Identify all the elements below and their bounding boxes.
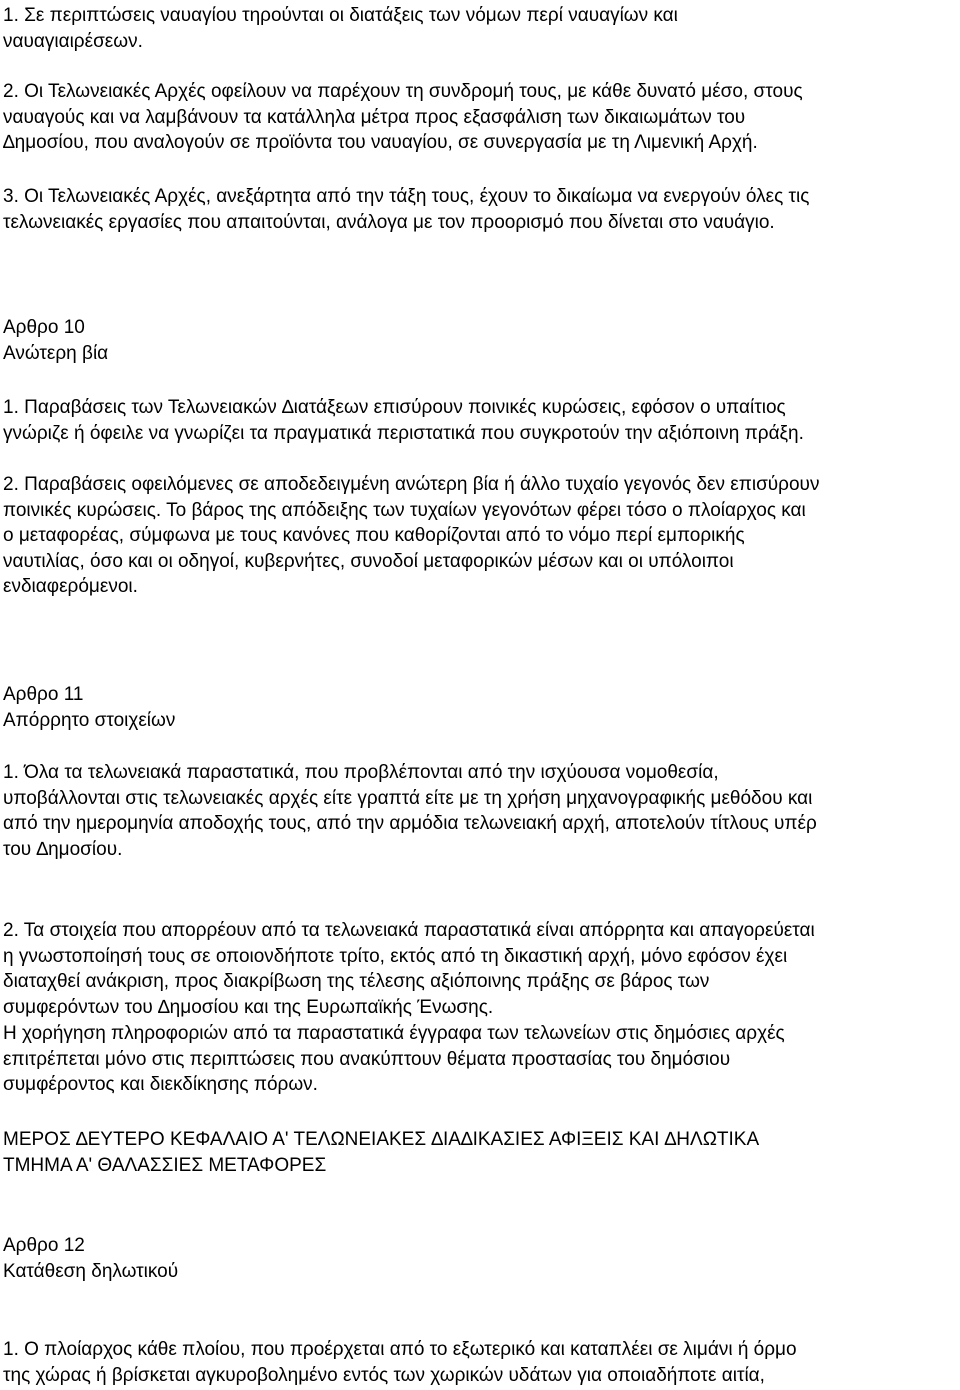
text-line: ναυαγιαιρέσεων. [3, 30, 143, 52]
text-line: 1. Όλα τα τελωνειακά παραστατικά, που προβλέπονται από την ισχύουσα νομοθεσία, [3, 762, 719, 783]
text-line: του ∆ημοσίου. [3, 838, 123, 860]
article-title: Ανώτερη βία [3, 342, 109, 364]
text-line: γνώριζε ή όφειλε να γνωρίζει τα πραγματικά περιστατικά που συγκροτούν την αξιόποινη πράξη. [3, 422, 804, 444]
text-line: ∆ημοσίου, που αναλογούν σε προϊόντα του ναυαγίου, σε συνεργασία με τη Λιμενική Αρχή. [3, 132, 758, 154]
text-line: συμφερόντων του ∆ημοσίου και της Ευρωπαϊκής Ένωσης. [3, 996, 494, 1018]
chapter-title: ΜΕΡΟΣ ∆ΕΥΤΕΡΟ ΚΕΦΑΛΑΙΟ Α' ΤΕΛΩΝΕΙΑΚΕΣ ∆ΙΑ∆ΙΚΑΣΙΕΣ ΑΦΙΞΕΙΣ ΚΑΙ ∆ΗΛΩΤΙΚΑ [3, 1129, 760, 1150]
para-confidentiality-2 [3, 918, 815, 1020]
para-manifest-1 [3, 1337, 797, 1388]
para-confidentiality-1 [3, 760, 817, 862]
para-force-majeure-1 [3, 395, 804, 446]
article-10-heading [3, 315, 108, 366]
text-line: τελωνειακές εργασίες που απαιτούνται, ανάλογα με τον προορισμό που δίνεται στο ναυάγιο. [3, 211, 775, 233]
text-line: 1. Παραβάσεις των Τελωνειακών ∆ιατάξεων επισύρουν ποινικές κυρώσεις, εφόσον ο υπαίτιος [3, 397, 786, 418]
para-shipwreck-1 [3, 3, 678, 54]
text-line: της χώρας ή βρίσκεται αγκυροβολημένο εντός των χωρικών υδάτων για οποιαδήποτε αιτία, [3, 1364, 765, 1386]
text-line: 1. Ο πλοίαρχος κάθε πλοίου, που προέρχεται από το εξωτερικό και καταπλέει σε λιμάνι ή όρμο [3, 1339, 797, 1360]
para-confidentiality-3 [3, 1021, 785, 1098]
text-line: ναυαγούς και να λαμβάνουν τα κατάλληλα μέτρα προς εξασφάλιση των δικαιωμάτων του [3, 106, 746, 128]
text-line: ποινικές κυρώσεις. Το βάρος της απόδειξης των τυχαίων γεγονότων φέρει τόσο ο πλοίαρχος και [3, 499, 806, 521]
para-shipwreck-3 [3, 184, 809, 235]
article-number: Αρθρο 12 [3, 1235, 85, 1256]
text-line: ενδιαφερόμενοι. [3, 576, 138, 598]
text-line: 2. Οι Τελωνειακές Αρχές οφείλουν να παρέχουν τη συνδρομή τους, με κάθε δυνατό μέσο, στους [3, 81, 803, 102]
text-line: 1. Σε περιπτώσεις ναυαγίου τηρούνται οι διατάξεις των νόμων περί ναυαγίων και [3, 5, 678, 26]
text-line: διαταχθεί ανάκριση, προς διακρίβωση της τέλεσης αξιόποινης πράξης σε βάρος των [3, 971, 710, 993]
article-number: Αρθρο 11 [3, 684, 84, 705]
para-shipwreck-2 [3, 79, 803, 156]
article-title: Κατάθεση δηλωτικού [3, 1260, 179, 1282]
text-line: ο μεταφορέας, σύμφωνα με τους κανόνες που καθορίζονται από το νόμο περί εμπορικής [3, 525, 745, 547]
para-force-majeure-2 [3, 472, 819, 600]
article-number: Αρθρο 10 [3, 317, 85, 338]
text-line: υποβάλλονται στις τελωνειακές αρχές είτε γραπτά είτε με τη χρήση μηχανογραφικής μεθόδου και [3, 787, 813, 809]
text-line: 3. Οι Τελωνειακές Αρχές, ανεξάρτητα από την τάξη τους, έχουν το δικαίωμα να ενεργούν όλες τις [3, 186, 810, 207]
text-line: επιτρέπεται μόνο στις περιπτώσεις που ανακύπτουν θέματα προστασίας του δημόσιου [3, 1048, 731, 1070]
article-12-heading [3, 1233, 178, 1284]
text-line: η γνωστοποίησή τους σε οποιονδήποτε τρίτο, εκτός από τη δικαστική αρχή, μόνο εφόσον έχει [3, 945, 788, 967]
section-title: ΤΜΗΜΑ Α' ΘΑΛΑΣΣΙΕΣ ΜΕΤΑΦΟΡΕΣ [3, 1154, 327, 1176]
text-line: ναυτιλίας, όσο και οι οδηγοί, κυβερνήτες, συνοδοί μεταφορικών μέσων και οι υπόλοιποι [3, 550, 734, 572]
text-line: συμφέροντος και διεκδίκησης πόρων. [3, 1074, 318, 1096]
article-title: Απόρρητο στοιχείων [3, 709, 176, 731]
article-11-heading [3, 682, 175, 733]
text-line: 2. Παραβάσεις οφειλόμενες σε αποδεδειγμένη ανώτερη βία ή άλλο τυχαίο γεγονός δεν επισύρουν [3, 474, 820, 495]
text-line: Η χορήγηση πληροφοριών από τα παραστατικά έγγραφα των τελωνείων στις δημόσιες αρχές [3, 1023, 785, 1044]
text-line: από την ημερομηνία αποδοχής τους, από την αρμόδια τελωνειακή αρχή, αποτελούν τίτλους υπέρ [3, 813, 817, 835]
part-chapter-heading [3, 1127, 759, 1178]
text-line: 2. Τα στοιχεία που απορρέουν από τα τελωνειακά παραστατικά είναι απόρρητα και απαγορεύεται [3, 920, 815, 941]
